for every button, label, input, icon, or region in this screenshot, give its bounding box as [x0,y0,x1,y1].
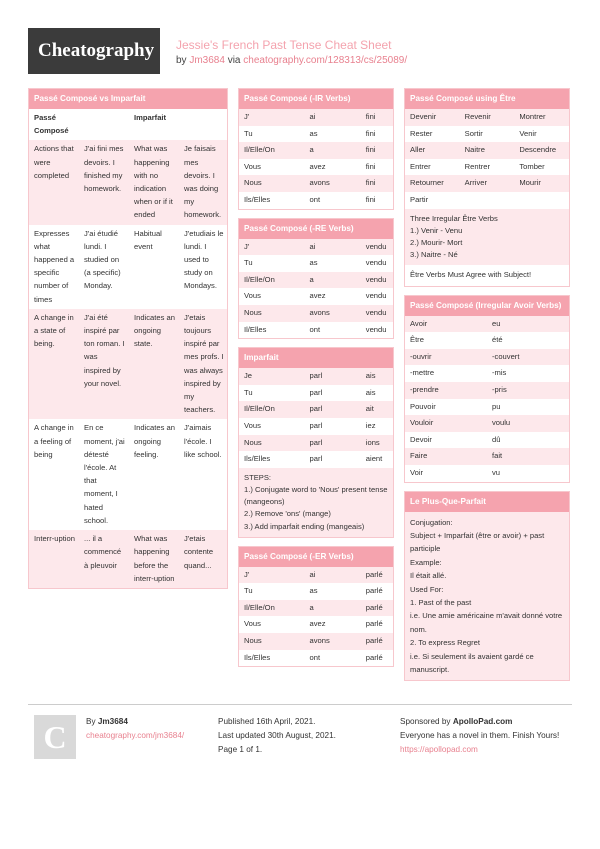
header [28,28,572,76]
table-cell: J'ai été inspiré par ton roman. I was inspired by your novel. [84,312,125,388]
content-line: Used For: [410,584,444,594]
infinitive-cell: -mettre [410,368,435,378]
aux-cell: avons [309,307,330,317]
participle-cell: fini [365,145,376,155]
box-title: Passé Composé (Irregular Avoir Verbs) [405,296,569,316]
participle-cell: dû [492,434,501,444]
verb-cell: Retourner [410,178,444,188]
author-name[interactable]: Jm3684 [97,717,128,726]
etre-box [404,88,570,287]
table-cell: Expresses what happened a specific number of times [34,228,75,304]
aux-cell: a [309,145,314,155]
table-row [29,225,227,309]
participle-cell: -mis [492,368,507,378]
etre-agree-note: Être Verbs Must Agree with Subject! [410,270,532,280]
steps-line: 3.) Add imparfait ending (mangeais) [244,521,365,531]
box-title: Passé Composé vs Imparfait [29,89,227,109]
table-cell: Indicates an ongoing feeling. [134,423,175,459]
table-header-row [29,109,227,140]
pronoun-cell: Nous [244,178,262,188]
table-row [239,368,393,385]
footer-dates [218,715,388,757]
pronoun-cell: Ils/Elles [244,194,271,204]
infinitive-cell: -ouvrir [410,351,432,361]
content-line: Example: [410,557,442,567]
steps-line: 2.) Remove 'ons' (mange) [244,509,331,519]
table-cell: A change in a state of being. [34,312,74,349]
participle-cell: été [492,335,503,345]
pronoun-cell: Il/Elle/On [244,404,275,414]
table-row [239,305,393,322]
box-title: Passé Composé (-IR Verbs) [239,89,393,109]
pronoun-cell: Il/Elle/On [244,145,275,155]
cheatography-footer-logo: C [34,715,76,759]
aux-cell: as [309,128,318,138]
irregular-etre-notes [405,209,569,266]
table-row [239,255,393,272]
infinitive-cell: Être [410,335,424,345]
ending-cell: iez [365,420,376,430]
pronoun-cell: Il/Elles [244,324,267,334]
table-cell: J'etudiais le lundi. I used to study on Mondays. [184,228,224,291]
table-row [239,616,393,633]
header-cell: Passé Composé [34,113,69,136]
participle-cell: fini [365,161,376,171]
stem-cell: parl [309,420,323,430]
pronoun-cell: Nous [244,636,262,646]
irregular-avoir-box [404,295,570,483]
verb-cell: Sortir [464,128,483,138]
footer-author [86,715,216,743]
participle-cell: voulu [492,418,511,428]
table-row [405,365,569,382]
participle-cell: parlé [365,619,383,629]
verb-cell: Entrer [410,161,431,171]
ending-cell: ions [365,437,380,447]
table-row [405,332,569,349]
table-row [239,451,393,468]
table-row [239,583,393,600]
sponsor-name[interactable]: ApolloPad.com [452,717,513,726]
verb-cell: Devenir [410,112,437,121]
participle-cell: -pris [492,384,507,394]
pronoun-cell: Vous [244,161,261,171]
sheet-title[interactable]: Jessie's French Past Tense Cheat Sheet [176,38,392,52]
table-row [405,399,569,416]
verb-cell: Partir [410,194,429,204]
participle-cell: parlé [365,652,383,662]
er-verbs-box [238,546,394,668]
table-row [239,322,393,339]
pronoun-cell: J' [244,241,250,251]
ending-cell: ais [365,387,376,397]
pronoun-cell: Tu [244,128,253,138]
table-row [405,465,569,482]
table-row [405,142,569,159]
table-row [405,432,569,449]
steps-line: 1.) Conjugate word to 'Nous' present tense (mangeons) [244,484,388,507]
note-line: Three Irregular Être Verbs [410,213,498,223]
participle-cell: fini [365,194,376,204]
byline [176,55,407,66]
table-cell: Interr-uption [34,534,75,544]
table-row [239,650,393,667]
published-date: Published 16th April, 2021. [218,717,316,726]
table-row [29,419,227,530]
infinitive-cell: Faire [410,451,428,461]
infinitive-cell: Avoir [410,318,428,328]
participle-cell: parlé [365,602,383,612]
table-row [405,415,569,432]
via-label: via [227,55,241,66]
table-cell: J'etais contente quand... [184,534,214,570]
table-row [239,401,393,418]
pronoun-cell: J' [244,112,250,121]
box-title: Passé Composé (-ER Verbs) [239,547,393,567]
table-row [405,175,569,192]
imparfait-box [238,347,394,538]
pronoun-cell: Tu [244,387,253,397]
table-cell: What was happening with no indication when or if it ended [134,144,173,220]
table-row [239,159,393,176]
box-title: Passé Composé (-RE Verbs) [239,219,393,239]
participle-cell: eu [492,318,501,328]
table-row [239,385,393,402]
pronoun-cell: Ils/Elles [244,652,271,662]
pronoun-cell: Tu [244,586,253,596]
aux-cell: ont [309,324,321,334]
aux-cell: ont [309,652,321,662]
column-3 [404,88,570,689]
table-row [239,600,393,617]
ir-verbs-box [238,88,394,210]
table-row [239,272,393,289]
stem-cell: parl [309,404,323,414]
participle-cell: vendu [365,307,387,317]
table-row [405,349,569,366]
table-row [405,382,569,399]
aux-cell: avez [309,291,326,301]
verb-cell: Venir [519,128,537,138]
pronoun-cell: Vous [244,420,261,430]
participle-cell: vendu [365,291,387,301]
content-line: Subject + Imparfait (être or avoir) + past participle [410,530,545,554]
table-row [405,109,569,126]
pronoun-cell: Nous [244,437,262,447]
participle-cell: fait [492,451,503,461]
table-row [239,126,393,143]
aux-cell: ont [309,194,321,204]
table-cell: ... il a commencé à pleuvoir [84,534,122,570]
table-row [405,126,569,143]
content-line: 1. Past of the past [410,597,472,607]
aux-cell: as [309,258,318,268]
participle-cell: parlé [365,569,383,579]
participle-cell: vendu [365,274,387,284]
pronoun-cell: Je [244,371,253,381]
imparfait-steps [239,468,393,537]
table-cell: Actions that were completed [34,144,74,180]
table-row [29,140,227,224]
infinitive-cell: Pouvoir [410,401,436,411]
aux-cell: ai [309,112,316,121]
footer [28,704,572,784]
aux-cell: avons [309,636,330,646]
table-cell: A change in a feeling of being [34,423,74,459]
sheet-url-link[interactable]: cheatography.com/128313/cs/25089/ [243,55,408,66]
verb-cell: Tomber [519,161,545,171]
plus-que-parfait-content [405,512,569,681]
aux-cell: avons [309,178,330,188]
table-row [239,109,393,126]
table-cell: J'etais toujours inspiré par mes profs. I was always inspired by my teachers. [184,312,224,415]
table-row [405,316,569,333]
re-verbs-box [238,218,394,340]
content-line: Conjugation: [410,517,453,527]
pc-vs-imparfait-box [28,88,228,589]
aux-cell: as [309,586,318,596]
table-cell: Je faisais mes devoirs. I was doing my homework. [184,144,222,220]
participle-cell: fini [365,128,376,138]
ending-cell: ais [365,371,376,381]
content-line: 2. To express Regret [410,638,480,648]
header-cell [79,109,129,140]
infinitive-cell: Vouloir [410,418,434,428]
updated-date: Last updated 30th August, 2021. [218,731,336,740]
table-cell: J'ai étudié lundi. I studied on (a specific) Monday. [84,228,121,291]
stem-cell: parl [309,387,323,397]
verb-cell [514,192,569,209]
stem-cell: parl [309,371,323,381]
verb-cell: Rentrer [464,161,490,171]
box-title: Le Plus-Que-Parfait [405,492,569,512]
note-line: 1.) Venir - Venu [410,225,463,235]
table-row [239,418,393,435]
participle-cell: parlé [365,586,383,596]
pronoun-cell: J' [244,569,250,579]
table-row [239,288,393,305]
participle-cell: vendu [365,241,387,251]
page-number: Page 1 of 1. [218,745,263,754]
verb-cell: Rester [410,128,433,138]
pronoun-cell: Nous [244,307,262,317]
verb-cell: Naitre [464,145,485,155]
table-cell: J'aimais l'école. I like school. [184,423,222,459]
steps-line: STEPS: [244,472,272,482]
infinitive-cell: -prendre [410,384,439,394]
pronoun-cell: Il/Elle/On [244,602,275,612]
pronoun-cell: Tu [244,258,253,268]
box-title: Imparfait [239,348,393,368]
content-line: i.e. Une amie américaine m'avait donné votre nom. [410,611,563,634]
aux-cell: ai [309,569,316,579]
by-label: by [176,55,187,66]
stem-cell: parl [309,454,323,464]
participle-cell: fini [365,112,376,121]
table-row [405,192,569,209]
participle-cell: vendu [365,258,387,268]
ending-cell: ait [365,404,374,414]
pronoun-cell: Vous [244,619,261,629]
aux-cell: ai [309,241,316,251]
participle-cell: -couvert [492,351,520,361]
by-label: By [86,717,96,726]
verb-cell: Montrer [519,112,546,121]
table-row [29,530,227,588]
verb-cell: Arriver [464,178,488,188]
table-cell: Indicates an ongoing state. [134,312,175,349]
participle-cell: parlé [365,636,383,646]
pronoun-cell: Vous [244,291,261,301]
table-row [239,192,393,209]
column-2 [238,88,394,675]
author-link[interactable]: Jm3684 [189,55,225,66]
participle-cell: vendu [365,324,387,334]
table-cell: J'ai fini mes devoirs. I finished my homework. [84,144,124,194]
ending-cell: aient [365,454,383,464]
note-line: 2.) Mourir- Mort [410,237,463,247]
pc-vs-imparfait-table [29,109,227,588]
verb-cell: Aller [410,145,426,155]
table-row [239,435,393,452]
content-line: i.e. Si seulement ils avaient gardé ce manuscript. [410,651,534,674]
table-row [239,175,393,192]
participle-cell: pu [492,401,501,411]
table-row [239,239,393,256]
aux-cell: a [309,602,314,612]
pronoun-cell: Il/Elle/On [244,274,275,284]
pronoun-cell: Ils/Elles [244,454,271,464]
footer-sponsor [400,715,570,757]
note-line: 3.) Naitre - Né [410,250,458,260]
participle-cell: vu [492,467,501,477]
table-row [239,142,393,159]
box-title: Passé Composé using Être [405,89,569,109]
header-cell: Imparfait [134,113,167,122]
aux-cell: a [309,274,314,284]
infinitive-cell: Devoir [410,434,432,444]
table-row [29,309,227,420]
verb-cell: Revenir [464,112,491,121]
table-row [405,159,569,176]
table-row [405,448,569,465]
sponsor-label: Sponsored by [400,717,451,726]
sponsor-link[interactable]: https://apollopad.com [400,745,478,754]
cheatography-logo[interactable]: Cheatography [28,28,160,74]
author-profile-link[interactable]: cheatography.com/jm3684/ [86,731,185,740]
header-cell [179,109,227,140]
content-line: Il était allé. [410,571,447,581]
aux-cell: avez [309,619,326,629]
verb-cell: Mourir [519,178,541,188]
column-1 [28,88,228,597]
table-row [239,567,393,584]
stem-cell: parl [309,437,323,447]
participle-cell: fini [365,178,376,188]
plus-que-parfait-box [404,491,570,682]
sponsor-tagline: Everyone has a novel in them. Finish Yours! [400,731,560,740]
table-cell: Habitual event [134,228,162,251]
table-cell: En ce moment, j'ai détesté l'école. At that moment, I hated school. [84,423,125,525]
aux-cell: avez [309,161,326,171]
verb-cell: Descendre [519,145,557,155]
infinitive-cell: Voir [410,467,424,477]
table-cell: What was happening before the interr-uption [134,534,175,583]
table-row [239,633,393,650]
verb-cell [460,192,515,209]
